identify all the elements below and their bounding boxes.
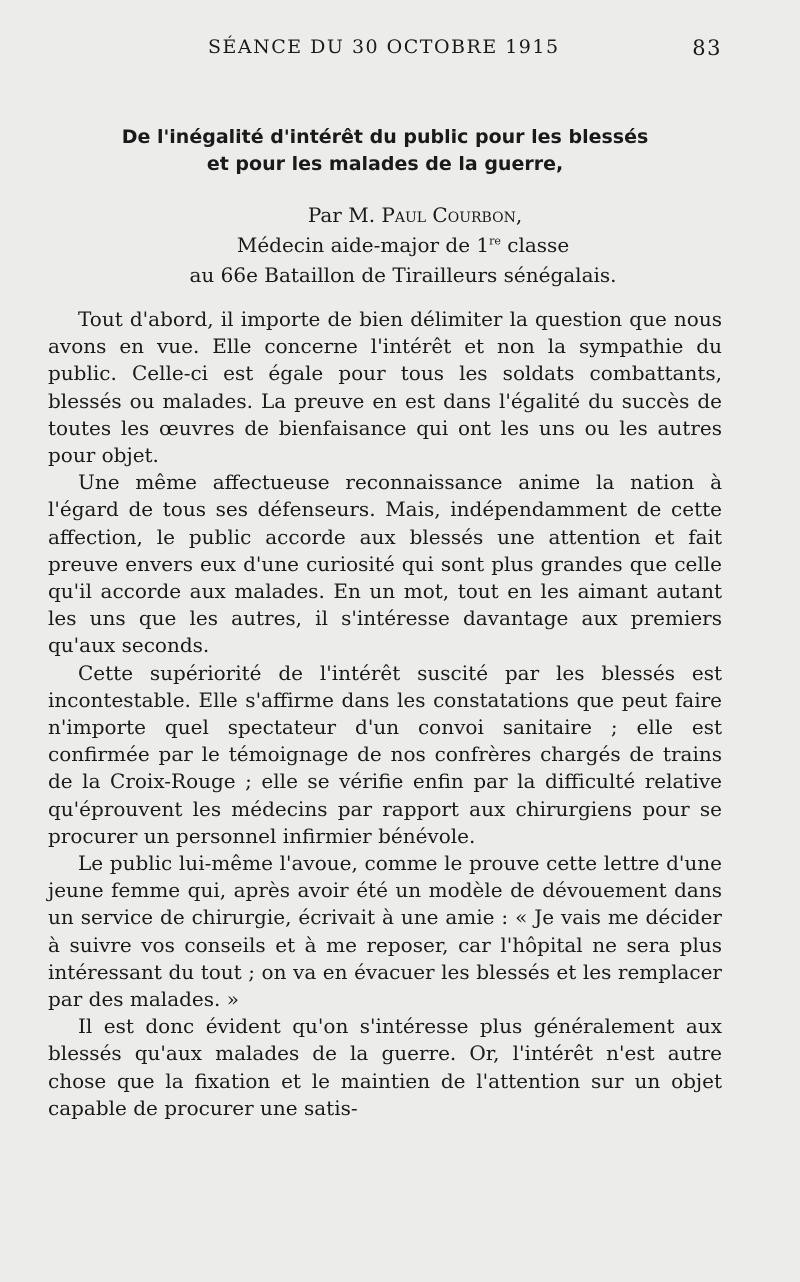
- article-title: [48, 124, 722, 178]
- paragraph: Une même affectueuse reconnaissance anime la nation à l'égard de tous ses défenseurs. Mais, indépendamment de cette affection, le public accorde aux blessés une attention et fait preuve envers eux d'une curiosité qui sont plus grandes que celle qu'il accorde aux malades. En un mot, tout en les aimant autant les uns que les autres, il s'intéresse davantage aux premiers qu'aux seconds.: [48, 470, 722, 658]
- author-line: [48, 200, 722, 230]
- paragraph: Le public lui-même l'avoue, comme le prouve cette lettre d'une jeune femme qui, après avoir été un modèle de dévouement dans un service de chirurgie, écrivait à une amie : « Je vais me décider à suivre vos conseils et à me reposer, car l'hôpital ne sera plus intéressant du tout ; on va en évacuer les blessés et les remplacer par des malades. »: [48, 851, 722, 1012]
- byline: [48, 200, 722, 290]
- affiliation-text-b: classe: [500, 233, 570, 257]
- affiliation-superscript: re: [489, 234, 501, 248]
- affiliation-line-1: [48, 230, 722, 260]
- article-body: [48, 306, 722, 1122]
- running-head-title: SÉANCE DU 30 OCTOBRE 1915: [208, 36, 560, 58]
- page-number: 83: [692, 36, 722, 60]
- author-prefix: Par M.: [307, 203, 382, 227]
- affiliation-line-2: au 66e Bataillon de Tirailleurs sénégalais.: [189, 263, 617, 287]
- author-name: Paul Courbon,: [381, 203, 523, 227]
- paragraph: Tout d'abord, il importe de bien délimiter la question que nous avons en vue. Elle concerne l'intérêt et non la sympathie du public. Celle-ci est égale pour tous les soldats combattants, blessés ou malades. La preuve en est dans l'égalité du succès de toutes les œuvres de bienfaisance qui ont les uns ou les autres pour objet.: [48, 307, 722, 468]
- running-head: [48, 36, 722, 68]
- article-title-line-1: De l'inégalité d'intérêt du public pour les blessés: [121, 126, 649, 148]
- affiliation-text-a: Médecin aide-major de 1: [236, 233, 490, 257]
- paragraph: Cette supériorité de l'intérêt suscité par les blessés est incontestable. Elle s'affirme dans les constatations que peut faire n'importe quel spectateur d'un convoi sanitaire ; elle est confirmée par le témoignage de nos confrères chargés de trains de la Croix-Rouge ; elle se vérifie enfin par la difficulté relative qu'éprouvent les médecins par rapport aux chirurgiens pour se procurer un personnel infirmier bénévole.: [48, 660, 722, 848]
- paragraph: Il est donc évident qu'on s'intéresse plus généralement aux blessés qu'aux malades de la guerre. Or, l'intérêt n'est autre chose que la fixation et le maintien de l'attention sur un objet capable de procurer une satis-: [48, 1014, 722, 1120]
- article-title-line-2: et pour les malades de la guerre,: [206, 153, 564, 175]
